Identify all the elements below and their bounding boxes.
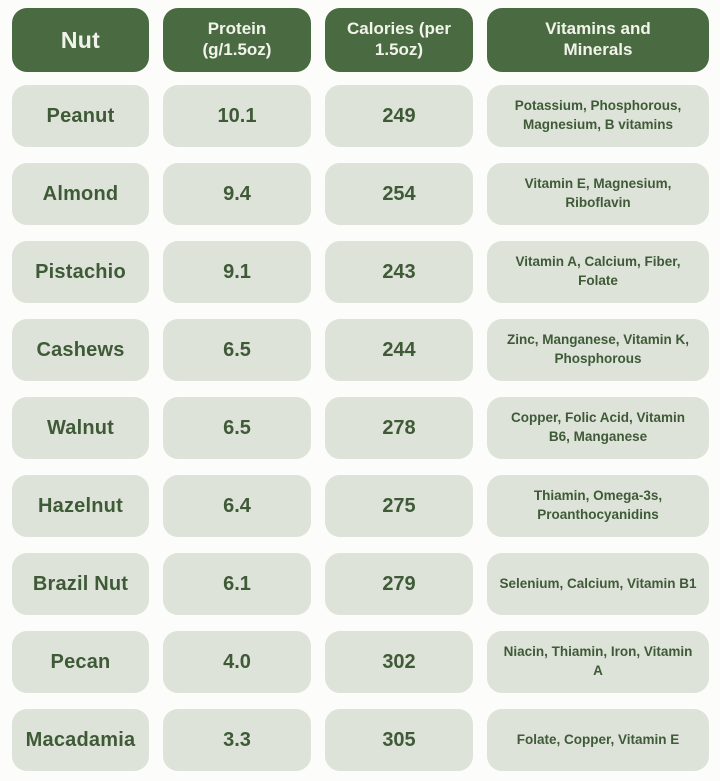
cell-protein: 9.4 <box>163 163 311 225</box>
table-row <box>12 241 709 303</box>
cell-protein: 3.3 <box>163 709 311 771</box>
table-row <box>12 319 709 381</box>
table-row <box>12 163 709 225</box>
cell-protein: 4.0 <box>163 631 311 693</box>
cell-calories: 254 <box>325 163 473 225</box>
header-cell-nut <box>12 8 149 72</box>
table-row <box>12 553 709 615</box>
cell-vitamins: Zinc, Manganese, Vitamin K, Phosphorous <box>487 319 709 381</box>
cell-calories: 244 <box>325 319 473 381</box>
cell-vitamins: Niacin, Thiamin, Iron, Vitamin A <box>487 631 709 693</box>
table-body <box>12 85 709 771</box>
cell-protein: 10.1 <box>163 85 311 147</box>
cell-calories: 275 <box>325 475 473 537</box>
cell-vitamins: Thiamin, Omega-3s, Proanthocyanidins <box>487 475 709 537</box>
cell-vitamins: Potassium, Phosphorous, Magnesium, B vitamins <box>487 85 709 147</box>
cell-protein: 9.1 <box>163 241 311 303</box>
cell-nut: Cashews <box>12 319 149 381</box>
cell-nut: Hazelnut <box>12 475 149 537</box>
cell-calories: 278 <box>325 397 473 459</box>
cell-calories: 279 <box>325 553 473 615</box>
header-cell-protein <box>163 8 311 72</box>
table-row <box>12 475 709 537</box>
cell-vitamins: Vitamin E, Magnesium, Riboflavin <box>487 163 709 225</box>
table-row <box>12 397 709 459</box>
cell-nut: Macadamia <box>12 709 149 771</box>
cell-calories: 305 <box>325 709 473 771</box>
cell-protein: 6.4 <box>163 475 311 537</box>
table-row <box>12 85 709 147</box>
cell-nut: Pistachio <box>12 241 149 303</box>
cell-nut: Walnut <box>12 397 149 459</box>
table-row <box>12 709 709 771</box>
cell-calories: 302 <box>325 631 473 693</box>
header-cell-calories <box>325 8 473 72</box>
cell-vitamins: Folate, Copper, Vitamin E <box>487 709 709 771</box>
cell-nut: Almond <box>12 163 149 225</box>
cell-vitamins: Copper, Folic Acid, Vitamin B6, Manganese <box>487 397 709 459</box>
header-label-calories: Calories (per 1.5oz) <box>347 19 451 59</box>
header-row <box>12 8 709 72</box>
header-label-vitamins: Vitamins and Minerals <box>545 19 651 59</box>
cell-protein: 6.5 <box>163 397 311 459</box>
cell-vitamins: Selenium, Calcium, Vitamin B1 <box>487 553 709 615</box>
table-row <box>12 631 709 693</box>
cell-nut: Pecan <box>12 631 149 693</box>
header-label-nut: Nut <box>60 26 101 53</box>
cell-nut: Brazil Nut <box>12 553 149 615</box>
cell-nut: Peanut <box>12 85 149 147</box>
cell-protein: 6.5 <box>163 319 311 381</box>
cell-calories: 249 <box>325 85 473 147</box>
cell-calories: 243 <box>325 241 473 303</box>
cell-protein: 6.1 <box>163 553 311 615</box>
cell-vitamins: Vitamin A, Calcium, Fiber, Folate <box>487 241 709 303</box>
header-cell-vitamins <box>487 8 709 72</box>
header-label-protein: Protein (g/1.5oz) <box>202 19 272 59</box>
